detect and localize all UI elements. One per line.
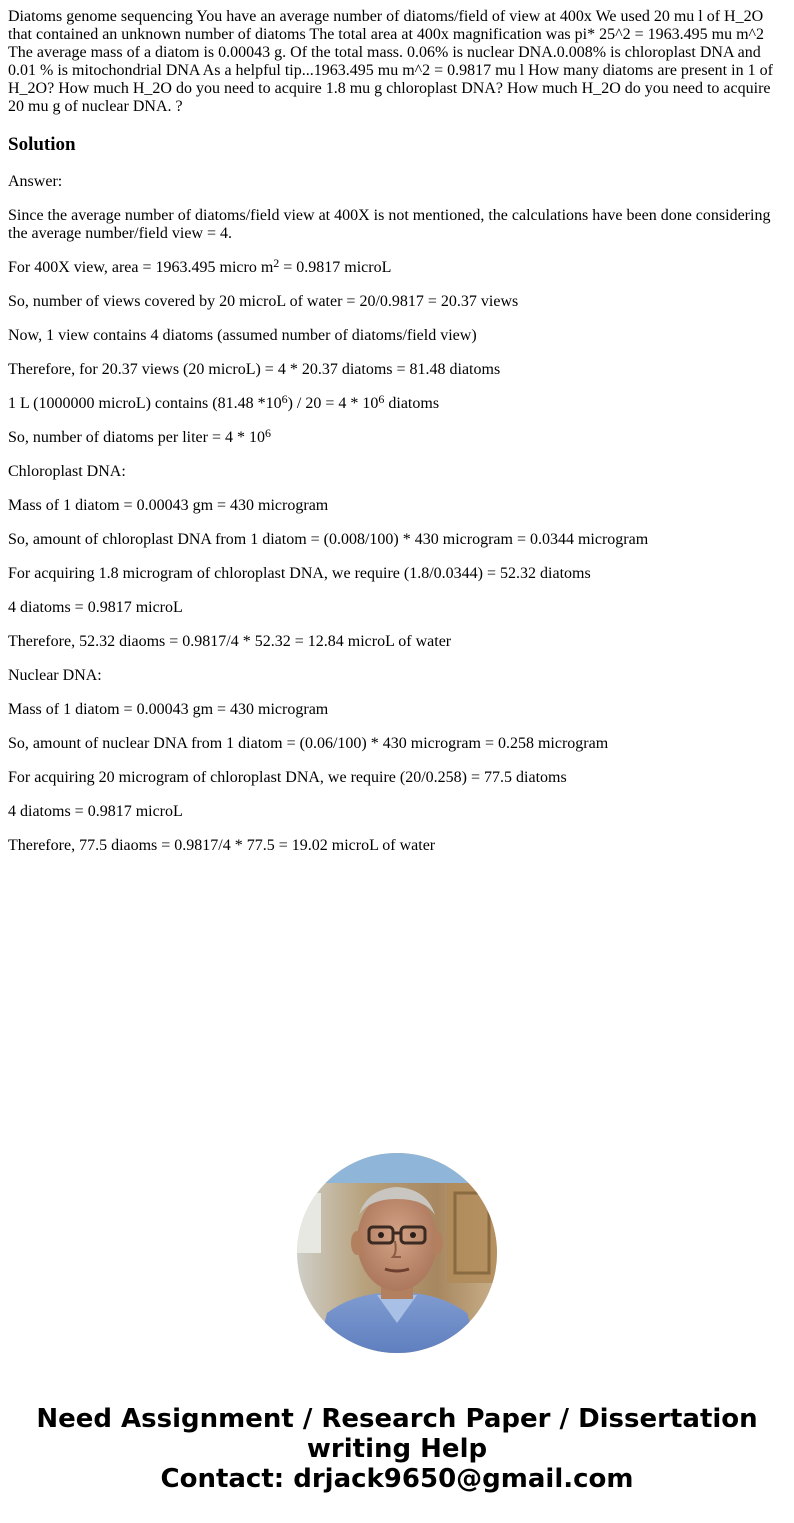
views-line: So, number of views covered by 20 microL of water = 20/0.9817 = 20.37 views	[8, 293, 519, 310]
chloroplast-heading: Chloroplast DNA:	[8, 463, 126, 480]
per-liter-superscript: 6	[264, 426, 271, 440]
liter-superscript-2: 6	[378, 392, 385, 406]
footer-line-1: Need Assignment / Research Paper / Dissertation	[36, 1404, 758, 1434]
author-portrait-image	[297, 1153, 497, 1353]
liter-superscript-1: 6	[281, 392, 288, 406]
nuclear-therefore-line: Therefore, 77.5 diaoms = 0.9817/4 * 77.5 = 19.02 microL of water	[8, 837, 436, 854]
area-text-a: For 400X view, area = 1963.495 micro m	[8, 259, 274, 276]
chloroplast-mass-line: Mass of 1 diatom = 0.00043 gm = 430 microgram	[8, 497, 329, 514]
intro-paragraph: Since the average number of diatoms/field view at 400X is not mentioned, the calculations have been done considering the average number/field view = 4.	[8, 207, 771, 242]
therefore-views-line: Therefore, for 20.37 views (20 microL) = 4 * 20.37 diatoms = 81.48 diatoms	[8, 361, 501, 378]
chloroplast-amount-line: So, amount of chloroplast DNA from 1 diatom = (0.008/100) * 430 microgram = 0.0344 microgram	[8, 531, 649, 548]
nuclear-amount-line: So, amount of nuclear DNA from 1 diatom = (0.06/100) * 430 microgram = 0.258 microgram	[8, 735, 609, 752]
liter-text-a: 1 L (1000000 microL) contains (81.48 *10	[8, 395, 282, 412]
liter-text-c: diatoms	[384, 395, 440, 412]
liter-text-b: ) / 20 = 4 * 10	[287, 395, 379, 412]
chloroplast-therefore-line: Therefore, 52.32 diaoms = 0.9817/4 * 52.32 = 12.84 microL of water	[8, 633, 452, 650]
question-text: Diatoms genome sequencing You have an average number of diatoms/field of view at 400x We used 20 mu l of H_2O that contained an unknown number of diatoms The total area at 400x magnification was pi* 25^2 = 1963.495 mu m^2 The average mass of a diatom is 0.00043 g. Of the total mass. 0.06% is nuclear DNA.0.008% is chloroplast DNA and 0.01 % is mitochondrial DNA As a helpful tip...1963.495 mu m^2 = 0.9817 mu l How many diatoms are present in 1 of H_2O? How much H_2O do you need to acquire 1.8 mu g chloroplast DNA? How much H_2O do you need to acquire 20 mu g of nuclear DNA. ?	[8, 8, 773, 115]
area-line	[8, 256, 780, 277]
solution-heading: Solution	[8, 134, 76, 155]
one-view-line: Now, 1 view contains 4 diatoms (assumed number of diatoms/field view)	[8, 327, 477, 344]
per-liter-line	[8, 426, 780, 447]
area-text-b: = 0.9817 microL	[279, 259, 392, 276]
document-body	[8, 8, 780, 871]
footer-contact-line: Contact: drjack9650@gmail.com	[160, 1464, 634, 1494]
nuclear-heading: Nuclear DNA:	[8, 667, 102, 684]
per-liter-text: So, number of diatoms per liter = 4 * 10	[8, 429, 265, 446]
footer-line-2: writing Help	[306, 1434, 488, 1464]
liter-line	[8, 392, 780, 413]
area-superscript: 2	[273, 256, 280, 270]
chloroplast-acquire-line: For acquiring 1.8 microgram of chloroplast DNA, we require (1.8/0.0344) = 52.32 diatoms	[8, 565, 591, 582]
nuclear-mass-line: Mass of 1 diatom = 0.00043 gm = 430 microgram	[8, 701, 329, 718]
answer-label: Answer:	[8, 173, 63, 190]
author-avatar	[297, 1153, 497, 1353]
footer-banner	[0, 1404, 794, 1494]
nuclear-acquire-line: For acquiring 20 microgram of chloroplast DNA, we require (20/0.258) = 77.5 diatoms	[8, 769, 567, 786]
chloroplast-four-diatoms-line: 4 diatoms = 0.9817 microL	[8, 599, 183, 616]
nuclear-four-diatoms-line: 4 diatoms = 0.9817 microL	[8, 803, 183, 820]
